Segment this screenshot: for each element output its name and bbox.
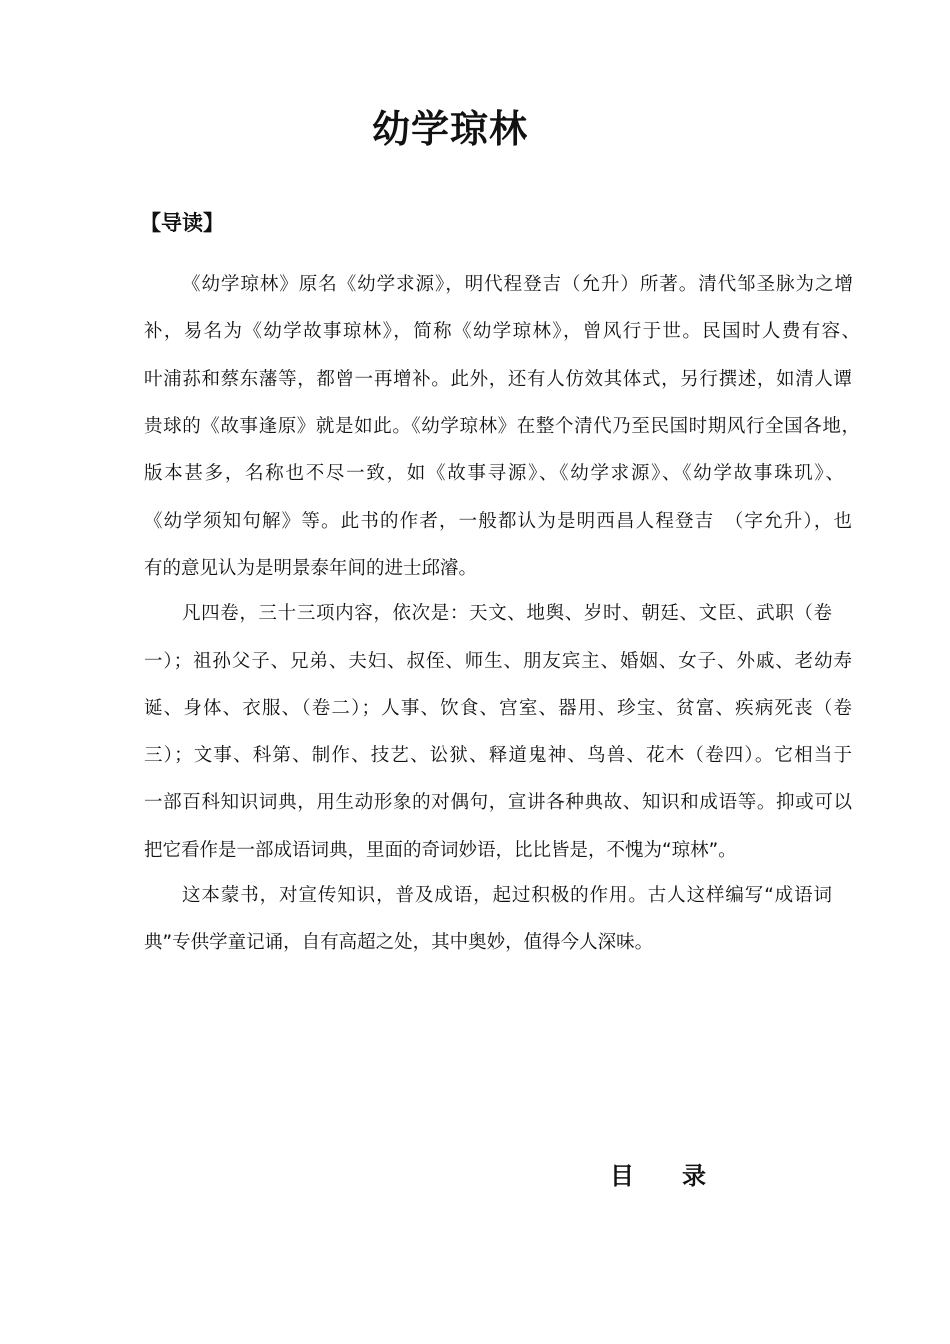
text-line: 一）；祖孙父子、兄弟、夫妇、叔侄、师生、朋友宾主、婚姻、女子、外戚、老幼寿 bbox=[144, 651, 852, 672]
text-line: 有的意见认为是明景泰年间的进士邱濬。 bbox=[144, 558, 478, 579]
page-title: 幼学琼林 bbox=[371, 107, 528, 151]
text-line: 版本甚多，名称也不尽一致，如《故事寻源》、《幼学求源》、《幼学故事珠玑》、 bbox=[144, 463, 844, 484]
text-line: 凡四卷，三十三项内容，依次是：天文、地舆、岁时、朝廷、文臣、武职（卷 bbox=[182, 603, 832, 624]
text-line: 一部百科知识词典，用生动形象的对偶句，宣讲各种典故、知识和成语等。抑或可以 bbox=[144, 792, 852, 813]
toc-heading: 目 录 bbox=[610, 1162, 706, 1190]
text-line: 叶浦荪和蔡东藩等，都曾一再增补。此外，还有人仿效其体式，另行撰述，如清人谭 bbox=[144, 369, 852, 390]
intro-heading: 【导读】 bbox=[140, 211, 224, 235]
text-line: 补，易名为《幼学故事琼林》，简称《幼学琼林》，曾风行于世。民国时人费有容、 bbox=[144, 321, 860, 342]
text-line: 贵球的《故事逢原》就是如此。《幼学琼林》在整个清代乃至民国时期风行全国各地， bbox=[144, 416, 860, 437]
text-line: 把它看作是一部成语词典，里面的奇词妙语，比比皆是，不愧为“琼林”。 bbox=[144, 840, 737, 861]
text-line: 三）；文事、科第、制作、技艺、讼狱、释道鬼神、鸟兽、花木（卷四）。它相当于 bbox=[144, 745, 852, 766]
text-line: 这本蒙书，对宣传知识，普及成语，起过积极的作用。古人这样编写“成语词 bbox=[182, 885, 832, 906]
text-line: 《幼学琼林》原名《幼学求源》，明代程登吉（允升）所著。清代邹圣脉为之增 bbox=[182, 274, 853, 295]
text-line: 《幼学须知句解》等。此书的作者，一般都认为是明西昌人程登吉 （字允升），也 bbox=[144, 511, 852, 532]
text-line: 典”专供学童记诵，自有高超之处，其中奥妙，值得今人深味。 bbox=[144, 932, 654, 953]
text-line: 诞、身体、衣服、（卷二）；人事、饮食、宫室、器用、珍宝、贫富、疾病死丧（卷 bbox=[144, 698, 852, 719]
